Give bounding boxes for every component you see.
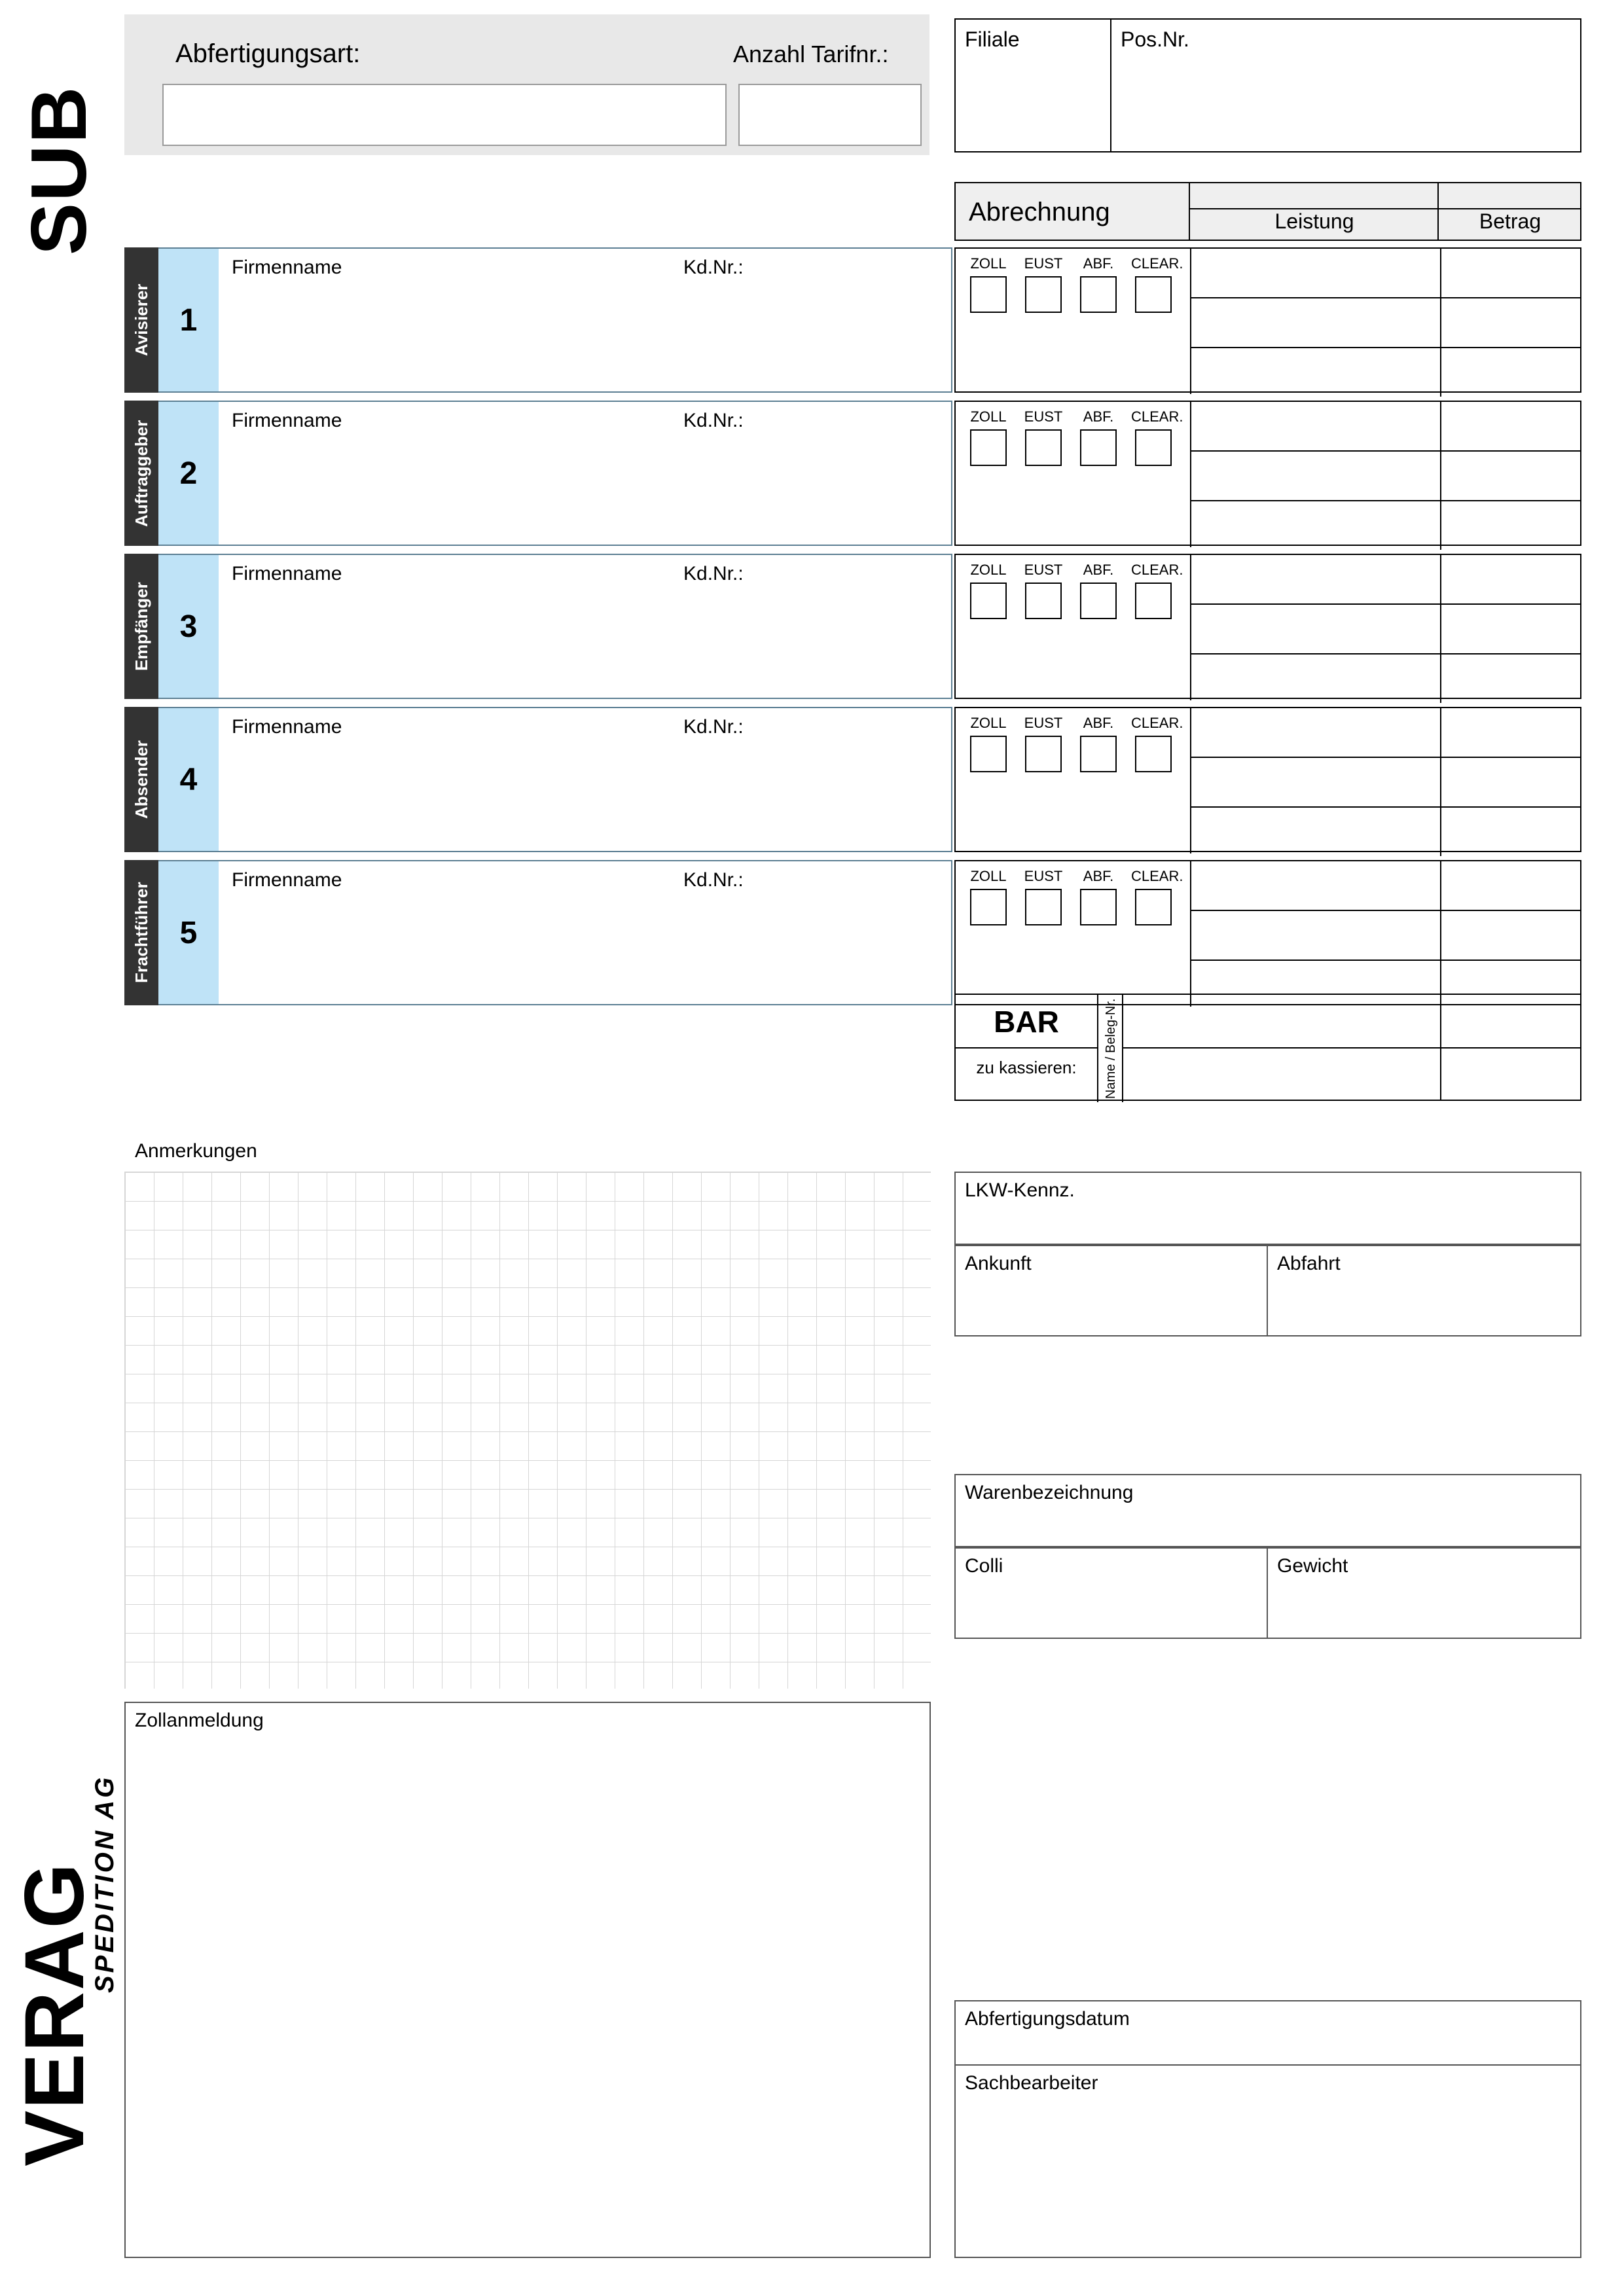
leistung-cell[interactable] [1191,605,1441,653]
posnr-field[interactable] [1111,18,1581,152]
checkbox-label: CLEAR. [1131,868,1183,884]
party-row [124,247,952,393]
bar-title: BAR [994,1005,1059,1039]
leistung-cell[interactable] [1191,861,1441,910]
checkbox-zoll[interactable] [966,255,1011,313]
checkbox-zoll[interactable] [966,868,1011,925]
checkbox-label: ZOLL [970,868,1007,884]
abfertigungsdatum-label: Abfertigungsdatum [965,2008,1130,2030]
leistung-cell[interactable] [1191,911,1441,960]
abfertigungsart-input[interactable] [162,84,727,146]
abfahrt-field[interactable] [1268,1245,1581,1336]
abrechnung-line [1191,249,1581,298]
betrag-cell[interactable] [1441,501,1581,550]
checkbox-clear-box[interactable] [1135,276,1172,313]
party-role-label: Absender [132,740,151,819]
betrag-cell[interactable] [1441,298,1581,347]
party-row [124,401,952,546]
abrechnung-row [954,401,1581,546]
checkbox-label: ABF. [1083,255,1114,272]
checkbox-eust[interactable] [1021,715,1066,772]
party-input-area[interactable] [219,554,952,699]
party-input-area[interactable] [219,707,952,852]
party-role-tab [124,707,158,852]
checkbox-zoll[interactable] [966,408,1011,466]
betrag-cell[interactable] [1441,555,1581,603]
party-input-area[interactable] [219,860,952,1005]
checkbox-label: EUST [1024,868,1063,884]
abrechnung-row [954,707,1581,852]
checkbox-clear[interactable] [1131,715,1183,772]
checkbox-clear[interactable] [1131,255,1183,313]
bar-line [1123,995,1581,1049]
checkbox-label: CLEAR. [1131,408,1183,425]
betrag-cell[interactable] [1441,249,1581,297]
bar-name-beleg-column [1098,995,1123,1102]
firmenname-label: Firmenname [232,869,342,891]
checkbox-clear-box[interactable] [1135,736,1172,772]
leistung-cell[interactable] [1191,348,1441,397]
kdnr-label: Kd.Nr.: [683,563,744,584]
leistung-cell[interactable] [1191,249,1441,297]
anzahl-tarifnr-input[interactable] [738,84,922,146]
abrechnung-title: Abrechnung [969,198,1110,226]
party-number: 3 [158,554,219,699]
checkbox-label: EUST [1024,562,1063,578]
gewicht-label: Gewicht [1277,1555,1348,1577]
checkbox-label: EUST [1024,715,1063,731]
kdnr-label: Kd.Nr.: [683,410,744,431]
anmerkungen-label: Anmerkungen [135,1140,257,1162]
party-role-tab [124,554,158,699]
abrechnung-lines [1191,555,1581,700]
abrechnung-line [1191,911,1581,961]
leistung-cell[interactable] [1191,708,1441,757]
checkbox-zoll[interactable] [966,562,1011,619]
checkbox-abf-box[interactable] [1080,736,1117,772]
checkbox-label: EUST [1024,408,1063,425]
leistung-cell[interactable] [1191,402,1441,450]
checkbox-label: CLEAR. [1131,715,1183,731]
checkbox-abf[interactable] [1076,715,1121,772]
checkbox-clear[interactable] [1131,562,1183,619]
bar-line [1123,1049,1581,1101]
party-role-tab [124,247,158,393]
party-role-tab [124,401,158,546]
party-role-label: Frachtführer [132,882,151,984]
checkbox-clear[interactable] [1131,408,1183,466]
bar-cell [956,995,1098,1102]
abrechnung-line [1191,708,1581,758]
checkbox-label: ABF. [1083,868,1114,884]
bar-lines [1123,995,1581,1102]
checkbox-eust-box[interactable] [1025,276,1062,313]
party-number: 2 [158,401,219,546]
checkbox-eust[interactable] [1021,255,1066,313]
firmenname-label: Firmenname [232,257,342,278]
checkbox-label: ZOLL [970,408,1007,425]
abrechnung-lines [1191,708,1581,853]
abrechnung-line [1191,501,1581,550]
bar-payment-block [954,994,1581,1101]
checkbox-label: ABF. [1083,408,1114,425]
abrechnung-lines [1191,249,1581,394]
gewicht-field[interactable] [1268,1547,1581,1639]
leistung-cell[interactable] [1191,298,1441,347]
leistung-cell[interactable] [1191,501,1441,550]
leistung-cell[interactable] [1191,808,1441,856]
betrag-cell[interactable] [1441,452,1581,500]
checkbox-abf[interactable] [1076,408,1121,466]
leistung-cell[interactable] [1191,758,1441,806]
betrag-cell[interactable] [1441,605,1581,653]
checkbox-zoll-box[interactable] [970,429,1007,466]
betrag-cell[interactable] [1441,808,1581,856]
abrechnung-row [954,554,1581,699]
betrag-cell[interactable] [1441,708,1581,757]
checkbox-label: CLEAR. [1131,255,1183,272]
zollanmeldung-label: Zollanmeldung [135,1710,264,1731]
checkbox-abf-box[interactable] [1080,429,1117,466]
abrechnung-row [954,860,1581,1005]
filiale-label: Filiale [965,27,1020,51]
lkw-kennz-label: LKW-Kennz. [965,1179,1075,1201]
abrechnung-line [1191,298,1581,348]
abrechnung-line [1191,861,1581,911]
party-role-label: Empfänger [132,582,151,671]
sub-wordmark: SUB [15,85,103,255]
betrag-cell[interactable] [1441,655,1581,703]
party-role-label: Auftraggeber [132,420,151,527]
checkbox-group [956,402,1191,547]
party-row [124,554,952,699]
checkbox-group [956,861,1191,1007]
verag-logo-text: VERAG [8,1861,101,2166]
anzahl-tarifnr-label: Anzahl Tarifnr.: [733,41,889,67]
checkbox-zoll[interactable] [966,715,1011,772]
betrag-cell[interactable] [1441,402,1581,450]
abfertigungsdatum-field[interactable] [954,2000,1581,2066]
kdnr-label: Kd.Nr.: [683,716,744,738]
column-header-betrag: Betrag [1479,209,1542,233]
checkbox-zoll-box[interactable] [970,276,1007,313]
checkbox-eust-box[interactable] [1025,429,1062,466]
checkbox-zoll-box[interactable] [970,583,1007,619]
checkbox-label: ABF. [1083,715,1114,731]
checkbox-abf-box[interactable] [1080,889,1117,925]
checkbox-eust[interactable] [1021,408,1066,466]
checkbox-label: ZOLL [970,715,1007,731]
abrechnung-line [1191,452,1581,501]
betrag-cell[interactable] [1441,348,1581,397]
checkbox-group [956,249,1191,394]
betrag-cell[interactable] [1441,861,1581,910]
checkbox-clear-box[interactable] [1135,583,1172,619]
firmenname-label: Firmenname [232,716,342,738]
abrechnung-row [954,247,1581,393]
warenbezeichnung-field[interactable] [954,1474,1581,1547]
abrechnung-line [1191,655,1581,703]
kdnr-label: Kd.Nr.: [683,869,744,891]
party-input-area[interactable] [219,247,952,393]
checkbox-eust-box[interactable] [1025,736,1062,772]
anmerkungen-grid[interactable] [124,1172,931,1689]
abrechnung-line [1191,758,1581,808]
checkbox-eust[interactable] [1021,868,1066,925]
abrechnung-line [1191,605,1581,655]
kdnr-label: Kd.Nr.: [683,257,744,278]
abrechnung-lines [1191,861,1581,1007]
zollanmeldung-field[interactable] [124,1702,931,2258]
checkbox-zoll-box[interactable] [970,889,1007,925]
leistung-cell[interactable] [1191,452,1441,500]
lkw-kennz-field[interactable] [954,1172,1581,1245]
verag-logo-subtext: SPEDITION AG [90,1774,119,1993]
checkbox-label: ZOLL [970,255,1007,272]
abrechnung-line [1191,402,1581,452]
betrag-cell[interactable] [1441,911,1581,960]
sachbearbeiter-label: Sachbearbeiter [965,2072,1098,2094]
checkbox-eust-box[interactable] [1025,583,1062,619]
checkbox-clear-box[interactable] [1135,889,1172,925]
checkbox-clear[interactable] [1131,868,1183,925]
abfahrt-label: Abfahrt [1277,1253,1341,1274]
checkbox-label: CLEAR. [1131,562,1183,578]
bar-leistung-cell[interactable] [1123,995,1441,1047]
ankunft-field[interactable] [954,1245,1268,1336]
warenbezeichnung-label: Warenbezeichnung [965,1482,1134,1503]
firmenname-label: Firmenname [232,563,342,584]
colli-field[interactable] [954,1547,1268,1639]
checkbox-label: EUST [1024,255,1063,272]
checkbox-eust[interactable] [1021,562,1066,619]
checkbox-abf[interactable] [1076,868,1121,925]
checkbox-abf-box[interactable] [1080,276,1117,313]
party-input-area[interactable] [219,401,952,546]
checkbox-eust-box[interactable] [1025,889,1062,925]
party-role-label: Avisierer [132,283,151,357]
bar-betrag-cell[interactable] [1441,1049,1581,1101]
bar-name-beleg-label: Name / Beleg-Nr. [1104,998,1118,1099]
abrechnung-lines [1191,402,1581,547]
sachbearbeiter-field[interactable] [954,2066,1581,2258]
abfertigungsart-label: Abfertigungsart: [175,39,361,68]
filiale-field[interactable] [954,18,1111,152]
ankunft-label: Ankunft [965,1253,1032,1274]
checkbox-group [956,555,1191,700]
checkbox-abf-box[interactable] [1080,583,1117,619]
leistung-cell[interactable] [1191,555,1441,603]
party-number: 4 [158,707,219,852]
checkbox-abf[interactable] [1076,255,1121,313]
firmenname-label: Firmenname [232,410,342,431]
posnr-label: Pos.Nr. [1121,27,1189,51]
bar-betrag-cell[interactable] [1441,995,1581,1047]
leistung-cell[interactable] [1191,655,1441,703]
checkbox-group [956,708,1191,853]
party-number: 1 [158,247,219,393]
betrag-cell[interactable] [1441,758,1581,806]
abrechnung-line [1191,808,1581,856]
party-row [124,707,952,852]
column-header-leistung: Leistung [1274,209,1354,233]
checkbox-label: ABF. [1083,562,1114,578]
party-number: 5 [158,860,219,1005]
party-row [124,860,952,1005]
abrechnung-line [1191,348,1581,397]
checkbox-label: ZOLL [970,562,1007,578]
bar-leistung-cell[interactable] [1123,1049,1441,1101]
abrechnung-line [1191,555,1581,605]
checkbox-clear-box[interactable] [1135,429,1172,466]
party-role-tab [124,860,158,1005]
bar-subtitle: zu kassieren: [956,1047,1097,1078]
colli-label: Colli [965,1555,1003,1577]
checkbox-zoll-box[interactable] [970,736,1007,772]
checkbox-abf[interactable] [1076,562,1121,619]
